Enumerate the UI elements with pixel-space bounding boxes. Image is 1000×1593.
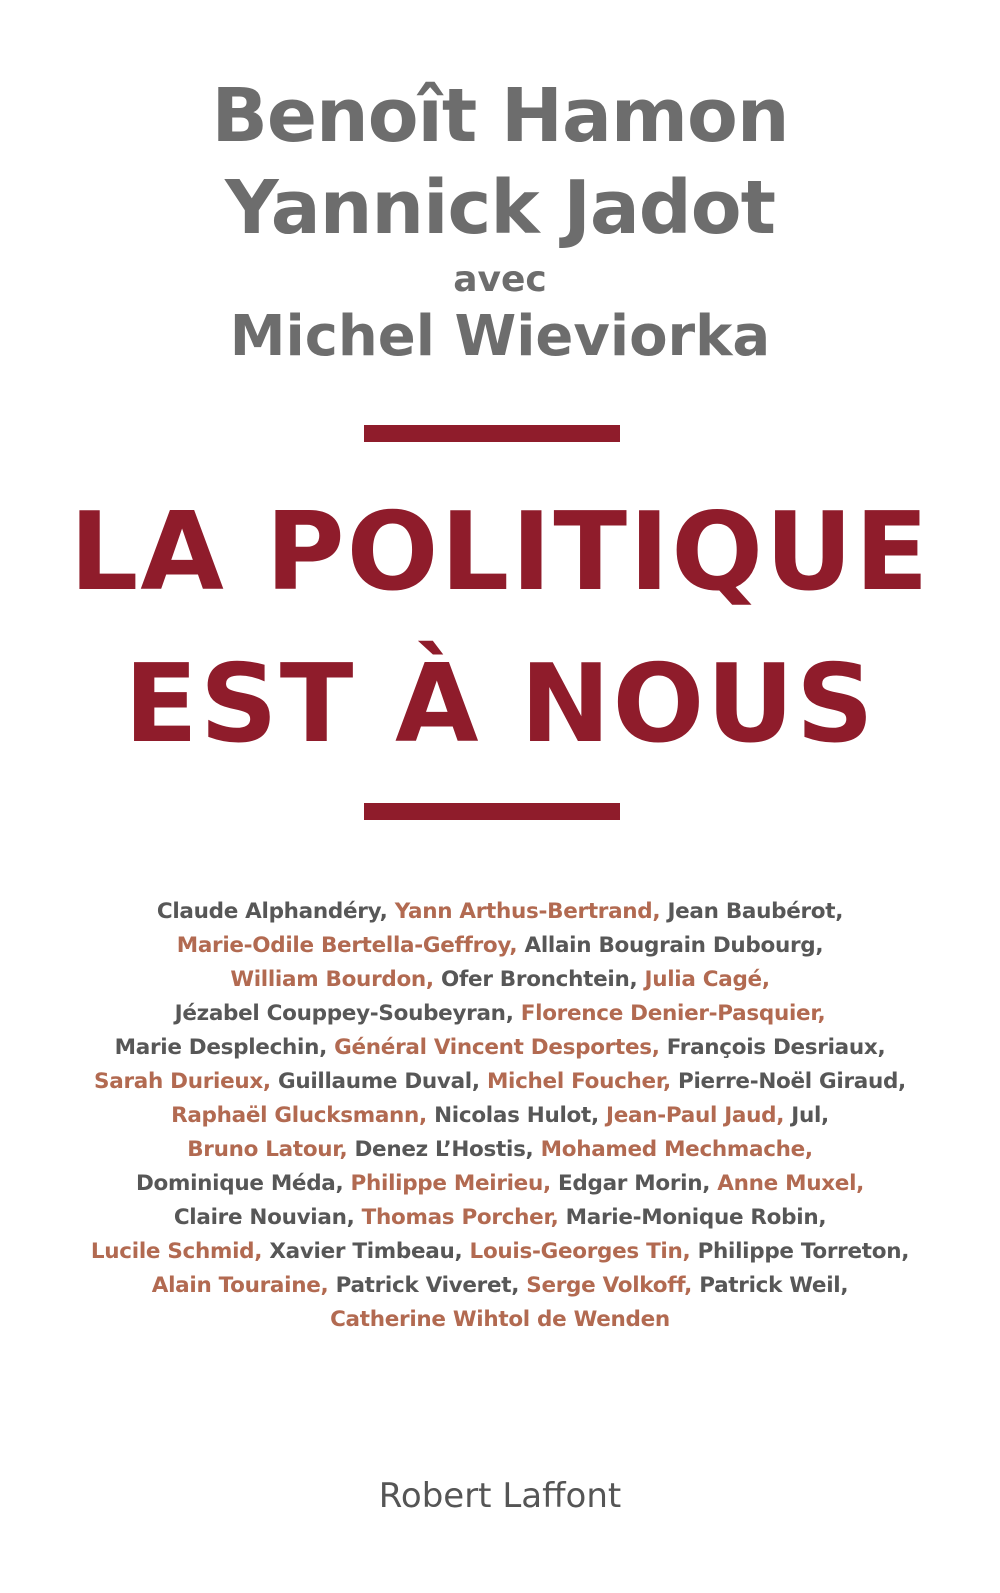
contributor-name: Ofer Bronchtein, [441,967,645,992]
contributor-name: Marie Desplechin, [114,1035,335,1060]
contributor-name: Guillaume Duval, [277,1069,487,1094]
contributor-name: Jean Baubérot, [667,899,844,924]
with-label: avec [453,259,547,300]
contributor-name: Mohamed Mechmache, [540,1137,813,1162]
contributor-name: Thomas Porcher, [361,1205,566,1230]
contributor-name: William Bourdon, [230,967,441,992]
contributor-line [20,1235,980,1269]
contributor-name: Louis-Georges Tin, [469,1239,698,1264]
contributor-line [20,1065,980,1099]
contributor-name: Philippe Meirieu, [350,1171,559,1196]
contributor-name: Patrick Viveret, [335,1273,527,1298]
contributor-name: Raphaël Glucksmann, [171,1103,435,1128]
publisher-name: Robert Laffont [378,1476,622,1516]
contributor-line [20,929,980,963]
contributor-line [20,1303,980,1337]
contributor-name: François Desriaux, [666,1035,886,1060]
contributor-name: Bruno Latour, [187,1137,355,1162]
contributor-name: Claire Nouvian, [173,1205,362,1230]
contributor-name: Julia Cagé, [644,967,770,992]
contributor-name: Michel Foucher, [486,1069,679,1094]
author-name: Yannick Jadot [225,165,775,251]
author-name: Benoît Hamon [211,73,789,159]
contributor-name: Yann Arthus-Bertrand, [394,899,668,924]
contributors-list [20,895,980,1337]
contributor-name: Lucile Schmid, [90,1239,270,1264]
contributor-name: Patrick Weil, [699,1273,849,1298]
title-bottom-rule [364,803,620,820]
book-title-line: LA POLITIQUE [69,490,931,615]
contributor-name: Allain Bougrain Dubourg, [524,933,824,958]
contributor-line [20,1269,980,1303]
contributor-line [20,1099,980,1133]
contributor-name: Catherine Wihtol de Wenden [330,1307,670,1332]
contributor-name: Denez L’Hostis, [354,1137,541,1162]
contributor-name: Jean-Paul Jaud, [606,1103,792,1128]
contributor-line [20,1133,980,1167]
contributor-name: Nicolas Hulot, [434,1103,607,1128]
contributor-line [20,997,980,1031]
contributor-name: Alain Touraine, [151,1273,336,1298]
book-title-line: EST À NOUS [124,642,876,767]
contributor-name: Florence Denier-Pasquier, [520,1001,826,1026]
contributor-line [20,1201,980,1235]
authors-block [0,70,1000,370]
contributor-name: Serge Volkoff, [526,1273,700,1298]
contributor-name: Général Vincent Desportes, [334,1035,667,1060]
contributor-name: Marie-Monique Robin, [565,1205,827,1230]
co-author-name: Michel Wieviorka [229,304,771,369]
contributor-name: Philippe Torreton, [697,1239,910,1264]
contributor-name: Jézabel Couppey-Soubeyran, [174,1001,521,1026]
contributor-name: Jul, [791,1103,829,1128]
contributor-name: Edgar Morin, [558,1171,718,1196]
contributor-name: Anne Muxel, [717,1171,865,1196]
contributor-line [20,895,980,929]
contributor-line [20,1031,980,1065]
contributor-line [20,963,980,997]
contributor-name: Xavier Timbeau, [269,1239,470,1264]
contributor-name: Claude Alphandéry, [156,899,395,924]
title-top-rule [364,425,620,442]
contributor-name: Dominique Méda, [135,1171,351,1196]
contributor-name: Pierre-Noël Giraud, [678,1069,906,1094]
contributor-line [20,1167,980,1201]
contributor-name: Sarah Durieux, [94,1069,278,1094]
contributor-name: Marie-Odile Bertella-Geffroy, [176,933,525,958]
